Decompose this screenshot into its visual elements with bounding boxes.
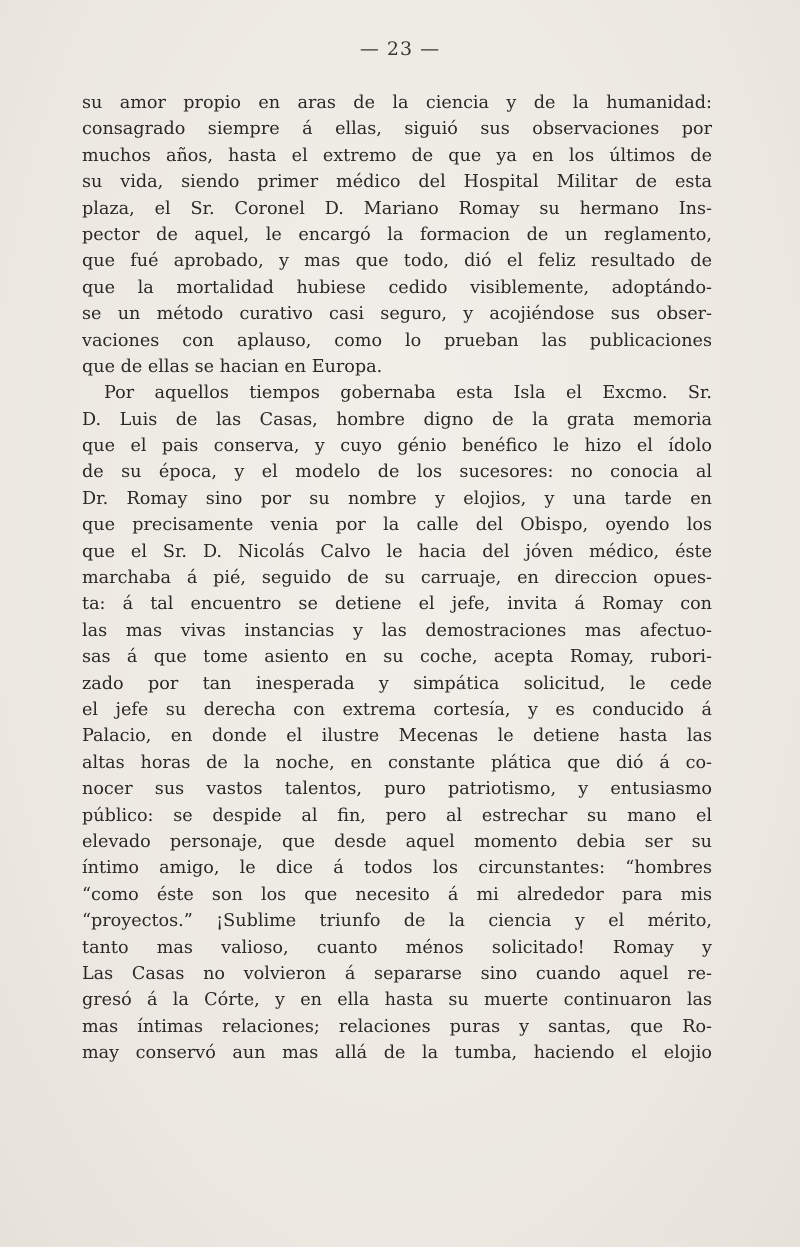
text-line: plaza, el Sr. Coronel D. Mariano Romay su hermano Ins- — [82, 198, 712, 219]
text-line: se un método curativo casi seguro, y acojiéndose sus obser- — [82, 304, 712, 325]
text-line: mas íntimas relaciones; relaciones puras y santas, que Ro- — [82, 1016, 712, 1037]
text-line: que la mortalidad hubiese cedido visiblemente, adoptándo- — [82, 277, 712, 298]
text-line: las mas vivas instancias y las demostraciones mas afectuo- — [82, 620, 712, 641]
text-line: ta: á tal encuentro se detiene el jefe, invita á Romay con — [82, 594, 712, 615]
text-line: vaciones con aplauso, como lo prueban las publicaciones — [82, 330, 712, 351]
text-line: que fué aprobado, y mas que todo, dió el feliz resultado de — [82, 251, 712, 272]
text-line: sas á que tome asiento en su coche, acepta Romay, rubori- — [82, 647, 712, 668]
text-line: D. Luis de las Casas, hombre digno de la grata memoria — [82, 409, 712, 430]
text-line: “como éste son los que necesito á mi alrededor para mis — [82, 884, 712, 905]
text-line: may conservó aun mas allá de la tumba, haciendo el elojio — [82, 1043, 712, 1064]
text-line: íntimo amigo, le dice á todos los circunstantes: “hombres — [82, 858, 712, 879]
text-line: muchos años, hasta el extremo de que ya en los últimos de — [82, 145, 712, 166]
body-text — [82, 90, 712, 1066]
text-line: público: se despide al fin, pero al estrechar su mano el — [82, 805, 712, 826]
text-line: Las Casas no volvieron á separarse sino cuando aquel re- — [82, 963, 712, 984]
text-line: su vida, siendo primer médico del Hospital Militar de esta — [82, 172, 712, 193]
text-line: de su época, y el modelo de los sucesores: no conocia al — [82, 462, 712, 483]
text-line: “proyectos.” ¡Sublime triunfo de la ciencia y el mérito, — [82, 911, 712, 932]
text-line: Por aquellos tiempos gobernaba esta Isla el Excmo. Sr. — [104, 383, 712, 404]
text-line: altas horas de la noche, en constante plática que dió á co- — [82, 752, 712, 773]
text-line: tanto mas valioso, cuanto ménos solicitado! Romay y — [82, 937, 712, 958]
text-line: que precisamente venia por la calle del Obispo, oyendo los — [82, 515, 712, 536]
text-line: el jefe su derecha con extrema cortesía, y es conducido á — [82, 699, 712, 720]
text-line: elevado personaje, que desde aquel momento debia ser su — [82, 831, 712, 852]
text-line: su amor propio en aras de la ciencia y de la humanidad: — [82, 93, 712, 113]
text-line: zado por tan inesperada y simpática solicitud, le cede — [82, 673, 712, 694]
text-line: consagrado siempre á ellas, siguió sus observaciones por — [82, 119, 712, 140]
text-line: que el pais conserva, y cuyo génio benéfico le hizo el ídolo — [82, 436, 712, 457]
page-number: — 23 — — [359, 38, 441, 60]
text-line: marchaba á pié, seguido de su carruaje, en direccion opues- — [82, 568, 712, 589]
text-line: que el Sr. D. Nicolás Calvo le hacia del jóven médico, éste — [82, 541, 712, 562]
text-line: gresó á la Córte, y en ella hasta su muerte continuaron las — [82, 990, 712, 1011]
text-line: nocer sus vastos talentos, puro patriotismo, y entusiasmo — [82, 779, 712, 800]
text-line: que de ellas se hacian en Europa. — [82, 356, 383, 377]
text-line: Palacio, en donde el ilustre Mecenas le detiene hasta las — [82, 726, 712, 747]
text-line: pector de aquel, le encargó la formacion de un reglamento, — [82, 224, 712, 245]
text-line: Dr. Romay sino por su nombre y elojios, y una tarde en — [82, 488, 712, 509]
